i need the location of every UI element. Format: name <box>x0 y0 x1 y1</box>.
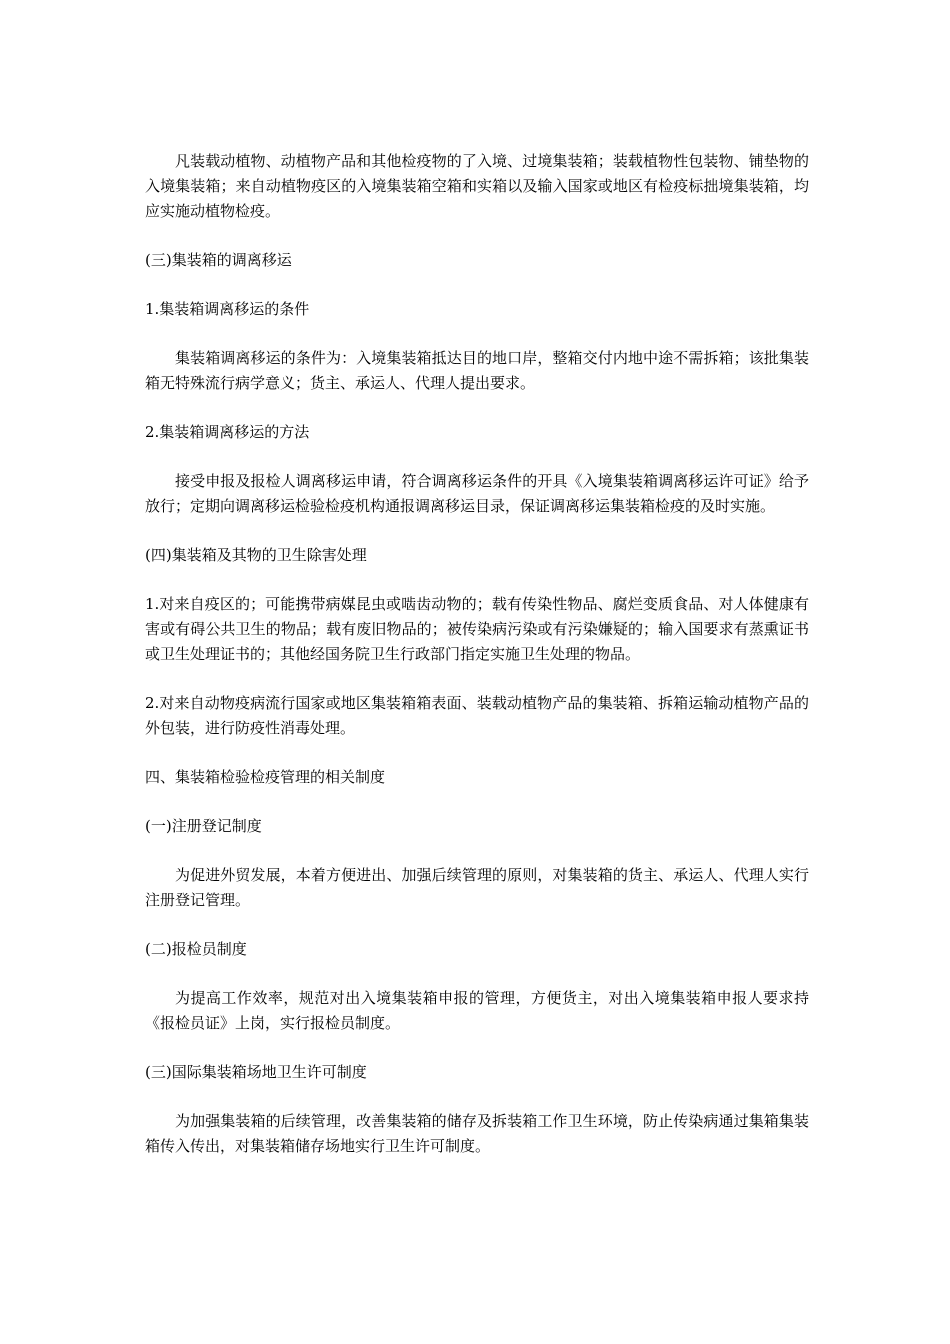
section-heading-registration: (一)注册登记制度 <box>145 817 262 835</box>
section-heading-sanitary-treatment: (四)集装箱及其物的卫生除害处理 <box>145 546 367 564</box>
paragraph-treatment-item-1: 1.对来自疫区的；可能携带病媒昆虫或啮齿动物的；载有传染性物品、腐烂变质食品、对人体健康有害或有碍公共卫生的物品；载有废旧物品的；被传染病污染或有污染嫌疑的；输入国要求有蒸熏证书或卫生处理证书的；其他经国务院卫生行政部门指定实施卫生处理的物品。 <box>145 595 809 663</box>
paragraph-site-sanitary-license: 为加强集装箱的后续管理，改善集装箱的储存及拆装箱工作卫生环境，防止传染病通过集箱集装箱传入传出，对集装箱储存场地实行卫生许可制度。 <box>145 1112 809 1155</box>
section-heading-site-sanitary-license: (三)国际集装箱场地卫生许可制度 <box>145 1063 367 1081</box>
chapter-heading-management-systems: 四、集装箱检验检疫管理的相关制度 <box>145 768 386 786</box>
paragraph-inspection-scope: 凡装载动植物、动植物产品和其他检疫物的了入境、过境集装箱；装载植物性包装物、铺垫物的入境集装箱；来自动植物疫区的入境集装箱空箱和实箱以及输入国家或地区有检疫标拙境集装箱，均应实施动植物检疫。 <box>145 152 809 220</box>
section-heading-inspector-system: (二)报检员制度 <box>145 940 247 958</box>
paragraph-transfer-conditions: 集装箱调离移运的条件为：入境集装箱抵达目的地口岸，整箱交付内地中途不需拆箱；该批集装箱无特殊流行病学意义；货主、承运人、代理人提出要求。 <box>145 349 809 392</box>
paragraph-registration: 为促进外贸发展，本着方便进出、加强后续管理的原则，对集装箱的货主、承运人、代理人实行注册登记管理。 <box>145 866 809 909</box>
section-heading-container-transfer: (三)集装箱的调离移运 <box>145 251 292 269</box>
document-body <box>145 149 809 1183</box>
paragraph-transfer-methods: 接受申报及报检人调离移运申请，符合调离移运条件的开具《入境集装箱调离移运许可证》给予放行；定期向调离移运检验检疫机构通报调离移运目录，保证调离移运集装箱检疫的及时实施。 <box>145 472 809 515</box>
paragraph-treatment-item-2: 2.对来自动物疫病流行国家或地区集装箱箱表面、装载动植物产品的集装箱、拆箱运输动植物产品的外包装，进行防疫性消毒处理。 <box>145 694 809 737</box>
subheading-transfer-methods: 2.集装箱调离移运的方法 <box>145 423 310 441</box>
subheading-transfer-conditions: 1.集装箱调离移运的条件 <box>145 300 310 318</box>
paragraph-inspector-system: 为提高工作效率，规范对出入境集装箱申报的管理，方便货主，对出入境集装箱申报人要求持《报检员证》上岗，实行报检员制度。 <box>145 989 809 1032</box>
